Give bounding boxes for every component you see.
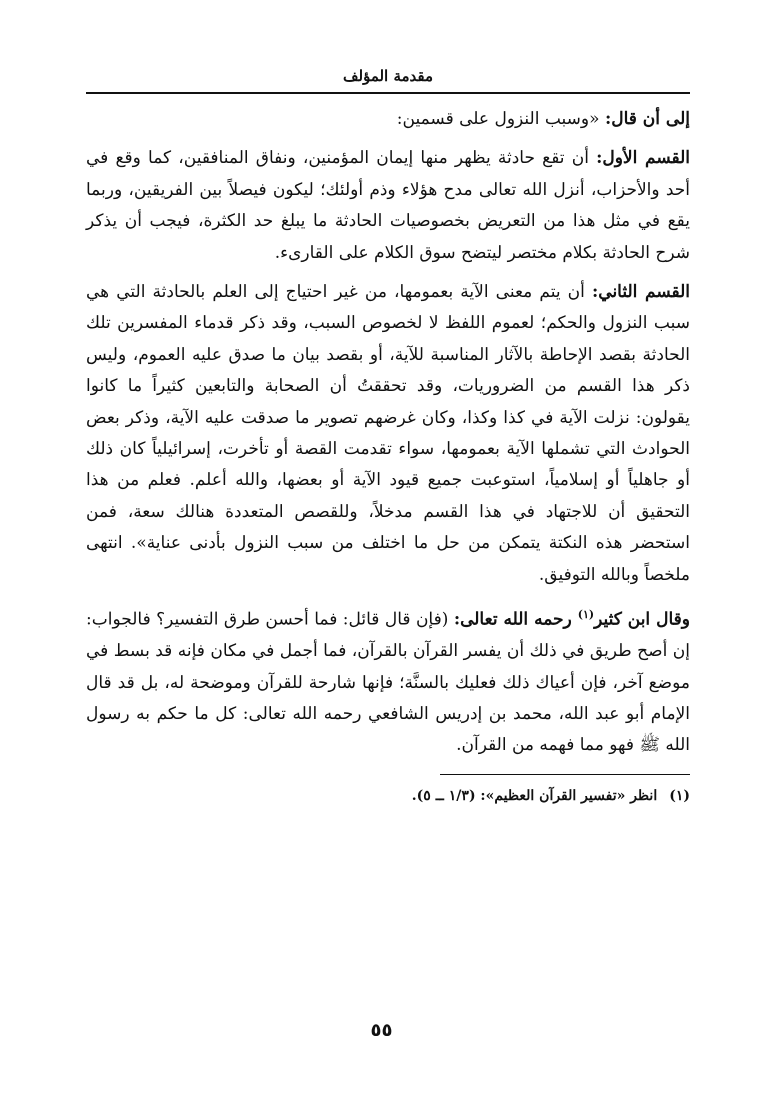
paragraph-lead: إلى أن قال:	[604, 109, 690, 129]
paragraph-intro	[86, 104, 690, 135]
paragraph-lead: القسم الأول:	[596, 148, 691, 169]
paragraph-lead: وقال ابن كثير	[594, 609, 690, 630]
footnote-text: انظر «تفسير القرآن العظيم»: (١/٣ ــ ٥).	[411, 787, 658, 804]
page-body	[86, 64, 690, 807]
paragraph-ibn-kathir	[86, 599, 690, 762]
footnote-divider	[440, 774, 690, 775]
paragraph-lead-continued: رحمه الله تعالى:	[453, 609, 578, 630]
paragraph-lead: القسم الثاني:	[592, 282, 690, 303]
paragraph-section-two	[86, 277, 690, 591]
paragraph-text: أن يتم معنى الآية بعمومها، من غير احتياج إلى العلم بالحادثة التي هي سبب النزول والحكم؛ لعموم اللفظ لا لخصوص السبب، وقد ذكر قدماء المفسرين تلك الحادثة بقصد الإحاطة بالآثار المناسبة للآية، أو بقصد بيان ما صدق عليه العموم، وليس ذكر هذا القسم من الضروريات، وقد تحققتُ أن الصحابة والتابعين كثيراً ما كانوا يقولون: نزلت الآية في كذا وكذا، وكان غرضهم تصوير ما صدقت عليه الآية، وذكر بعض الحوادث التي تشملها الآية بعمومها، سواء تقدمت القصة أو تأخرت، إسرائيلياً كان ذلك أو جاهلياً أو إسلامياً، استوعبت جميع قيود الآية أو بعضها، والله أعلم. فعلم من هذا التحقيق أن للاجتهاد في هذا القسم مدخلاً، وللقصص المتعددة هنالك سعة، فمن استحضر هذه النكتة يتمكن من حل ما اختلف من سبب النزول بأدنى عناية». انتهى ملخصاً وبالله التوفيق.	[86, 282, 690, 585]
footnote	[86, 785, 690, 807]
paragraph-text: «وسبب النزول على قسمين:	[396, 109, 605, 129]
footnote-reference[interactable]: (١)	[577, 608, 595, 622]
footnote-number: (١)	[669, 787, 690, 804]
paragraph-text: (فإن قال قائل: فما أحسن طرق التفسير؟ فالجواب: إن أصح طريق في ذلك أن يفسر القرآن بالقرآن، فما أجمل في مكان فإنه قد بسط في موضع آخر، فإن أعياك ذلك فعليك بالسنَّة؛ فإنها شارحة للقرآن وموضحة له، بل قد قال الإمام أبو عبد الله، محمد بن إدريس الشافعي رحمه الله تعالى: كل ما حكم به رسول الله ﷺ فهو مما فهمه من القرآن.	[86, 609, 690, 756]
paragraph-section-one	[86, 143, 690, 269]
paragraph-text: أن تقع حادثة يظهر منها إيمان المؤمنين، ونفاق المنافقين، كما وقع في أحد والأحزاب، أنزل الله تعالى مدح هؤلاء وذم أولئك؛ ليكون فيصلاً بين الفريقين، وربما يقع في مثل هذا من التعريض بخصوصيات الحادثة ما يبلغ حد الكثرة، فيجب أن يذكر شرح الحادثة بكلام مختصر ليتضح سوق الكلام على القارىء.	[86, 148, 690, 263]
page-number: ٥٥	[370, 1020, 393, 1041]
header-divider	[86, 92, 690, 94]
running-header: مقدمة المؤلف	[342, 67, 434, 85]
